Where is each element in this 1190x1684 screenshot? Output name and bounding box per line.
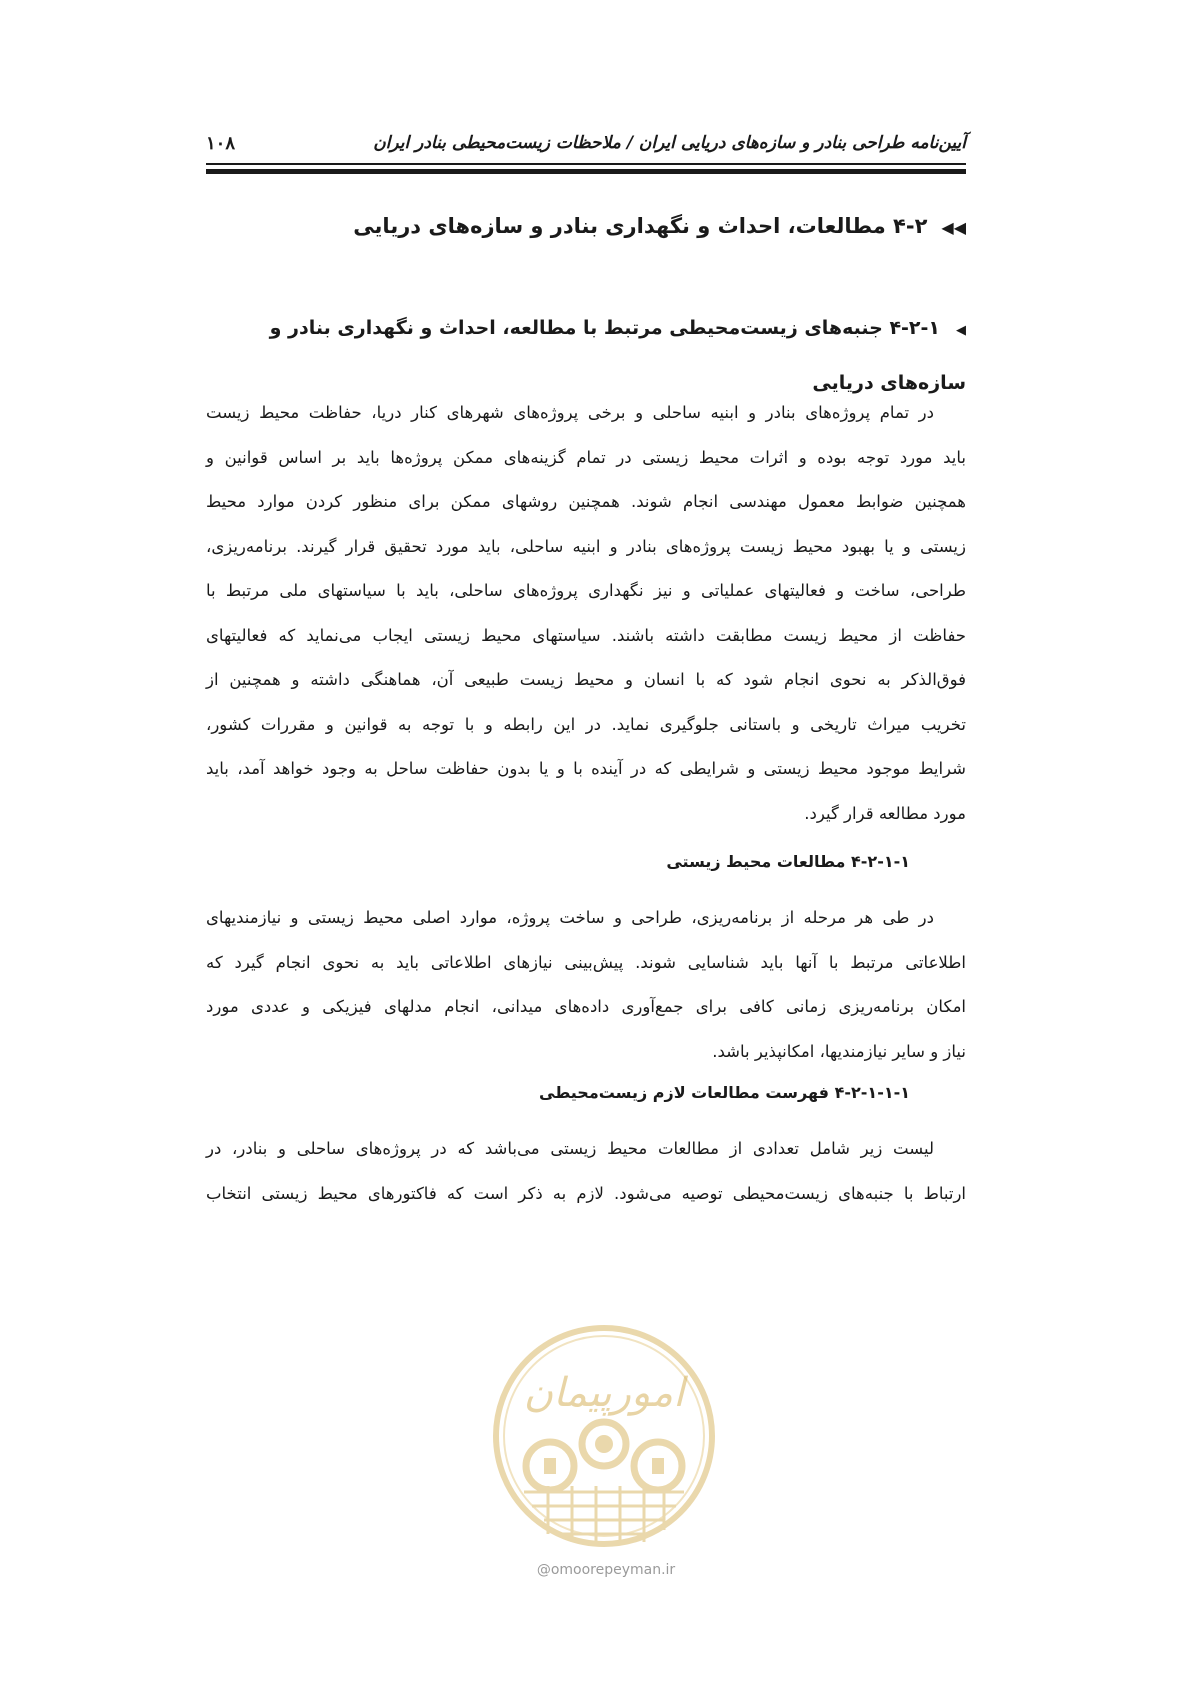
watermark-url-text: omoorepeyman.ir [550,1562,676,1578]
section-heading-text: ۴-۲ مطالعات، احداث و نگهداری بنادر و سازه‌های دریایی [353,214,928,238]
paragraph-line: ارتباط با جنبه‌های زیست‌محیطی توصیه می‌شود. لازم به ذکر است که فاکتورهای محیط زیستی انتخاب [206,1183,966,1203]
paragraph-line: حفاظت از محیط زیست مطابقت داشته باشند. سیاستهای محیط زیستی ایجاب می‌نماید که فعالیتهای [206,625,966,645]
subsection-heading-4-2-1-1: ۴-۲-۱-۱ مطالعات محیط زیستی [666,852,910,871]
paragraph-line: در تمام پروژه‌های بنادر و ابنیه ساحلی و برخی پروژه‌های شهرهای کنار دریا، حفاظت محیط زیست [206,403,934,422]
paragraph-line: باید مورد توجه بوده و اثرات محیط زیستی در تمام گزینه‌های ممکن پروژه‌ها باید بر اساس قوانین و [206,447,966,467]
paragraph-environmental-studies [206,896,966,1074]
running-header [206,128,966,158]
at-icon: @ [536,1562,551,1578]
header-rule-thin [206,163,966,165]
triangle-marker-icon: ◀ [956,323,966,338]
paragraph-line: مورد مطالعه قرار گیرد. [804,803,966,823]
paragraph-line: تخریب میراث تاریخی و باستانی جلوگیری نماید. در این رابطه و با توجه به قوانین و مقررات کشور، [206,714,966,734]
omoorepeyman-watermark-logo [488,1320,720,1552]
paragraph-line: اطلاعاتی مرتبط با آنها باید شناسایی شوند. پیش‌بینی نیازهای اطلاعاتی باید به نحوی انجام گیرد که [206,952,966,972]
paragraph-line: نیاز و سایر نیازمندیها، امکانپذیر باشد. [712,1041,966,1061]
paragraph-line: امکان برنامه‌ریزی زمانی کافی برای جمع‌آوری داده‌های میدانی، انجام مدلهای فیزیکی و عددی مورد [206,997,966,1016]
paragraph-line: لیست زیر شامل تعدادی از مطالعات محیط زیستی می‌باشد که در پروژه‌های ساحلی و بنادر، در [206,1139,934,1158]
paragraph-required-studies-list [206,1127,966,1216]
double-triangle-marker-icon: ◀◀ [941,218,966,237]
paragraph-line: طراحی، ساخت و فعالیتهای عملیاتی و نیز نگهداری پروژه‌های ساحلی، باید با سیاستهای ملی مرتبط با [206,581,966,600]
watermark-url [516,1562,696,1578]
page-number: ۱۰۸ [206,132,236,154]
header-rule-thick [206,169,966,174]
subsection-heading-4-2-1-1-1: ۴-۲-۱-۱-۱ فهرست مطالعات لازم زیست‌محیطی [539,1083,910,1102]
subsection-heading-text: ۴-۲-۱ جنبه‌های زیست‌محیطی مرتبط با مطالعه، احداث و نگهداری بنادر و سازه‌های دریایی [269,317,966,394]
watermark-logo-text: امورپیمان [523,1370,685,1416]
section-heading-4-2 [353,214,966,238]
paragraph-line: فوق‌الذکر به نحوی انجام شود که با انسان و محیط زیست طبیعی آن، هماهنگی داشته و همچنین از [206,670,966,689]
running-header-title: آیین‌نامه طراحی بنادر و سازه‌های دریایی ایران / ملاحظات زیست‌محیطی بنادر ایران [373,133,966,153]
paragraph-environmental-aspects [206,391,966,836]
paragraph-line: زیستی و یا بهبود محیط زیست پروژه‌های بنادر و ابنیه ساحلی، باید مورد تحقیق قرار گیرند. برنامه‌ریزی، [206,536,966,556]
paragraph-line: همچنین ضوابط معمول مهندسی انجام شوند. همچنین روشهای ممکن برای منظور کردن موارد محیط [206,492,966,511]
paragraph-line: شرایط موجود محیط زیستی و شرایطی که در آینده با و یا بدون حفاظت ساحل به وجود خواهد آمد، باید [206,759,966,778]
paragraph-line: در طی هر مرحله از برنامه‌ریزی، طراحی و ساخت پروژه، موارد اصلی محیط زیستی و نیازمندیهای [206,908,934,927]
